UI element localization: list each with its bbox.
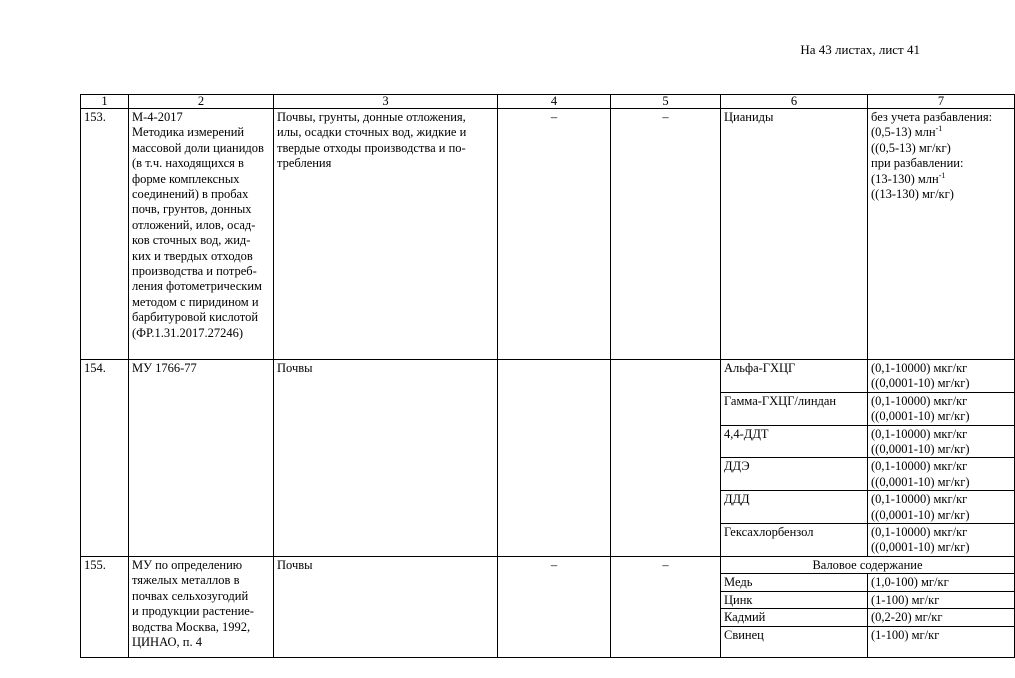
range-line: (0,1-10000) мкг/кг <box>871 393 968 408</box>
range-line: ((0,0001-10) мг/кг) <box>871 507 970 522</box>
objects-line: Почвы, грунты, донные отложения, <box>277 110 466 124</box>
indicator-cell: ДДД <box>721 491 868 524</box>
method-line: почвах сельхозугодий <box>132 588 249 603</box>
range-line: (0,1-10000) мкг/кг <box>871 426 968 441</box>
range-line: (0,1-10000) мкг/кг <box>871 525 968 540</box>
range-line: при разбавлении: <box>871 156 964 171</box>
range-cell: (1,0-100) мг/кг <box>868 574 1015 591</box>
column-header: 3 <box>274 95 498 109</box>
range-line: ((0,5-13) мг/кг) <box>871 140 951 155</box>
table-row <box>81 556 1015 573</box>
range-exponent: -1 <box>938 170 946 180</box>
method-line: барбитуровой кислотой <box>132 310 259 325</box>
col4-cell: – <box>498 109 611 360</box>
objects-cell <box>274 109 498 360</box>
column-header: 7 <box>868 95 1015 109</box>
table-row <box>81 360 1015 393</box>
range-exponent: -1 <box>935 124 943 134</box>
method-line: ких и твердых отходов <box>132 248 253 263</box>
range-cell <box>868 392 1015 425</box>
range-value: (13-130) млн <box>871 171 939 186</box>
method-line: ЦИНАО, п. 4 <box>132 634 202 649</box>
range-cell: (1-100) мг/кг <box>868 591 1015 608</box>
indicator-cell: Медь <box>721 574 868 591</box>
method-line: массовой доли цианидов <box>132 140 264 155</box>
range-line <box>871 172 1011 187</box>
range-line: ((13-130) мг/кг) <box>871 187 954 202</box>
indicator-cell: Гексахлорбензол <box>721 524 868 557</box>
range-line: (0,1-10000) мкг/кг <box>871 361 968 375</box>
row-number: 153. <box>81 109 129 360</box>
indicator-cell: Цинк <box>721 591 868 608</box>
objects-cell: Почвы <box>274 360 498 557</box>
row-number: 154. <box>81 360 129 557</box>
method-line: МУ по определению <box>132 557 243 572</box>
method-line: отложений, илов, осад- <box>132 217 256 232</box>
column-header: 2 <box>129 95 274 109</box>
group-title: Валовое содержание <box>721 556 1015 573</box>
row-number: 155. <box>81 556 129 657</box>
column-header: 6 <box>721 95 868 109</box>
range-cell: (0,2-20) мг/кг <box>868 609 1015 626</box>
objects-line: илы, осадки сточных вод, жидкие и <box>277 125 467 140</box>
indicator-cell: Гамма-ГХЦГ/линдан <box>721 392 868 425</box>
method-line: и продукции растение- <box>132 604 254 619</box>
column-header: 4 <box>498 95 611 109</box>
range-line: (0,1-10000) мкг/кг <box>871 492 968 507</box>
method-line: почв, грунтов, донных <box>132 202 252 217</box>
range-cell: (1-100) мг/кг <box>868 626 1015 657</box>
indicator-cell: Свинец <box>721 626 868 657</box>
indicator-cell: ДДЭ <box>721 458 868 491</box>
method-line: методом с пиридином и <box>132 294 259 309</box>
range-line: ((0,0001-10) мг/кг) <box>871 474 970 489</box>
method-line: ков сточных вод, жид- <box>132 233 251 248</box>
range-cell <box>868 360 1015 393</box>
range-line: (0,1-10000) мкг/кг <box>871 459 968 474</box>
indicator-cell: 4,4-ДДТ <box>721 425 868 458</box>
range-cell <box>868 109 1015 360</box>
range-line: ((0,0001-10) мг/кг) <box>871 376 970 391</box>
range-cell <box>868 491 1015 524</box>
column-header: 1 <box>81 95 129 109</box>
methods-table <box>80 94 1015 658</box>
col5-cell: – <box>611 109 721 360</box>
range-line <box>871 125 1011 140</box>
range-cell <box>868 524 1015 557</box>
range-line: ((0,0001-10) мг/кг) <box>871 540 970 555</box>
method-line: производства и потреб- <box>132 264 257 279</box>
objects-line: твердые отходы производства и по- <box>277 140 466 155</box>
method-cell <box>129 556 274 657</box>
range-line: ((0,0001-10) мг/кг) <box>871 442 970 457</box>
col4-cell <box>498 360 611 557</box>
method-line: М-4-2017 <box>132 110 183 124</box>
method-line: водства Москва, 1992, <box>132 619 251 634</box>
range-cell <box>868 425 1015 458</box>
method-cell: МУ 1766-77 <box>129 360 274 557</box>
objects-cell: Почвы <box>274 556 498 657</box>
indicator-cell: Альфа-ГХЦГ <box>721 360 868 393</box>
method-cell <box>129 109 274 360</box>
method-line: ления фотометрическим <box>132 279 262 294</box>
method-line: (ФР.1.31.2017.27246) <box>132 325 244 340</box>
method-line: соединений) в пробах <box>132 187 249 202</box>
method-line: Методика измерений <box>132 125 245 140</box>
col4-cell: – <box>498 556 611 657</box>
range-value: (0,5-13) млн <box>871 125 936 140</box>
indicator-cell: Кадмий <box>721 609 868 626</box>
col5-cell: – <box>611 556 721 657</box>
col5-cell <box>611 360 721 557</box>
indicator-cell: Цианиды <box>721 109 868 360</box>
sheet-number: На 43 листах, лист 41 <box>800 42 920 57</box>
table-row <box>81 109 1015 360</box>
method-line: форме комплексных <box>132 171 240 186</box>
method-line: (в т.ч. находящихся в <box>132 156 244 171</box>
range-line: ((0,0001-10) мг/кг) <box>871 409 970 424</box>
range-cell <box>868 458 1015 491</box>
column-header: 5 <box>611 95 721 109</box>
column-numbers-row <box>81 95 1015 109</box>
objects-line: требления <box>277 156 332 171</box>
range-line: без учета разбавления: <box>871 110 993 124</box>
method-line: тяжелых металлов в <box>132 573 240 588</box>
